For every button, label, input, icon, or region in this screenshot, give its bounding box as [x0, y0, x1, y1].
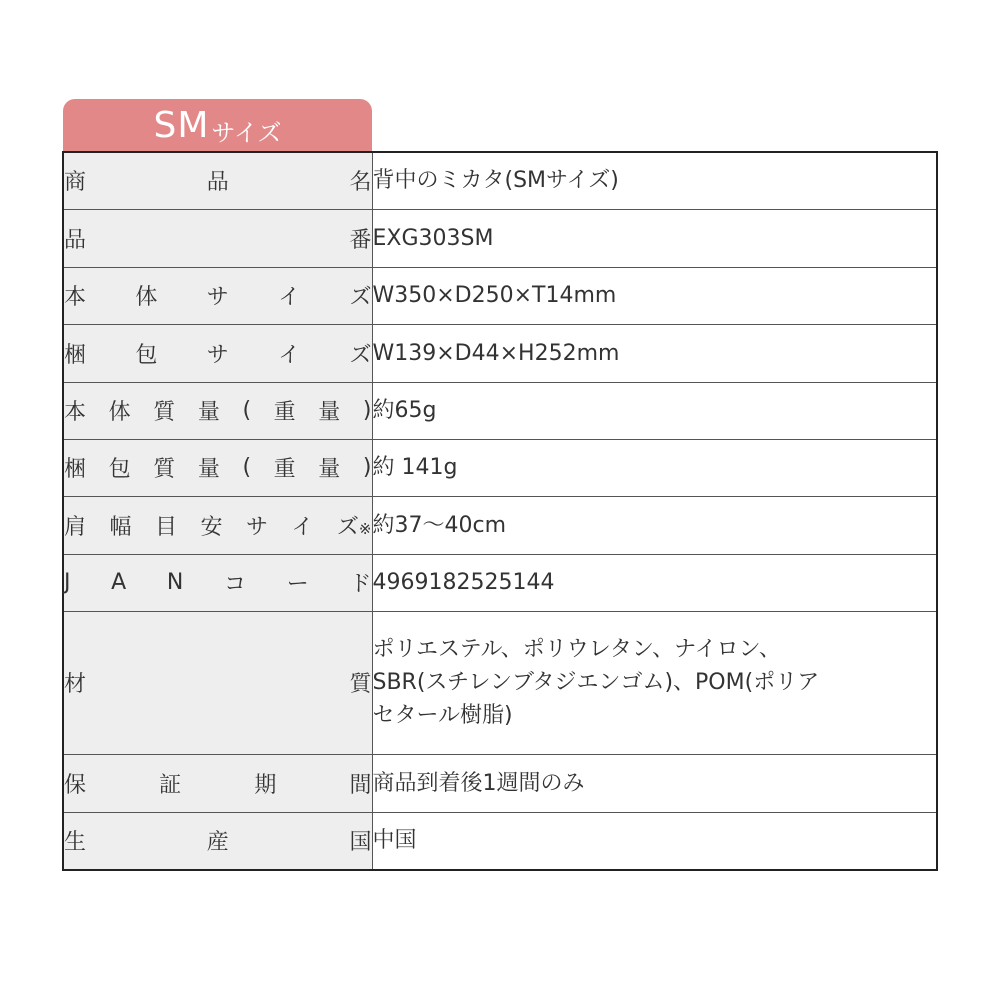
spec-label-cell — [63, 439, 372, 496]
spec-label-char: イ — [291, 514, 314, 540]
spec-label — [64, 667, 372, 698]
spec-label-char: 梱 — [64, 457, 87, 482]
spec-label-char: 保 — [64, 772, 87, 798]
spec-row — [63, 382, 937, 439]
spec-label-char: 名 — [349, 170, 372, 196]
spec-table-body — [63, 152, 937, 870]
spec-value: W139×D44×H252mm — [372, 340, 620, 366]
spec-value-cell — [372, 267, 937, 324]
spec-label-char: 期 — [254, 772, 277, 798]
spec-value-cell — [372, 754, 937, 812]
spec-label-char: 量 — [318, 400, 341, 425]
spec-label-char: 産 — [206, 830, 229, 856]
spec-label-char: サ — [245, 514, 268, 540]
tab-size-code: SM — [153, 105, 210, 146]
spec-label-cell — [63, 209, 372, 267]
spec-value: SBR(スチレンブタジエンゴム)、POM(ポリア — [372, 670, 820, 695]
spec-label-char: N — [166, 570, 184, 595]
spec-label-char: 幅 — [109, 514, 132, 540]
spec-value: 4969182525144 — [372, 570, 555, 595]
spec-row — [63, 754, 937, 812]
spec-value-cell — [372, 152, 937, 209]
spec-value: 背中のミカタ(SMサイズ) — [372, 168, 619, 194]
spec-label-char: 量 — [318, 457, 341, 482]
spec-label-char: 体 — [135, 285, 158, 310]
spec-row — [63, 209, 937, 267]
spec-row — [63, 812, 937, 870]
spec-label-char: ズ — [349, 285, 372, 310]
spec-label-char: 材 — [64, 672, 87, 697]
spec-label-cell — [63, 267, 372, 324]
spec-label-char: ) — [362, 398, 372, 423]
spec-label — [64, 280, 372, 311]
tab-size-suffix: サイズ — [211, 119, 282, 147]
spec-value-cell — [372, 382, 937, 439]
spec-label-char: 本 — [64, 400, 87, 425]
spec-label — [64, 338, 372, 369]
spec-label-char: 質 — [153, 457, 176, 482]
spec-row — [63, 267, 937, 324]
spec-label-char: 商 — [64, 170, 87, 196]
spec-label — [64, 768, 372, 799]
spec-label-char: ) — [362, 455, 372, 480]
spec-label-char: 番 — [349, 227, 372, 253]
spec-label-char: 品 — [206, 170, 229, 196]
spec-label-char: 質 — [349, 672, 372, 697]
spec-label — [64, 223, 372, 254]
spec-label-char: コ — [224, 572, 247, 597]
spec-value: W350×D250×T14mm — [372, 283, 617, 308]
spec-row — [63, 554, 937, 611]
spec-label-char: サ — [206, 342, 229, 368]
spec-label-char: 国 — [349, 830, 372, 856]
spec-row — [63, 496, 937, 554]
spec-label-cell — [63, 152, 372, 209]
spec-label-char: 本 — [64, 285, 87, 310]
spec-value-cell — [372, 496, 937, 554]
spec-label-char: 包 — [108, 457, 131, 482]
spec-label-char: A — [111, 570, 127, 595]
spec-value-cell — [372, 209, 937, 267]
spec-row — [63, 152, 937, 209]
spec-label-cell — [63, 812, 372, 870]
spec-label-char: 肩 — [64, 514, 87, 540]
spec-value: 商品到着後1週間のみ — [372, 770, 585, 796]
spec-label-char: ズ — [349, 342, 372, 368]
spec-label-char: ( — [242, 455, 252, 480]
spec-value: EXG303SM — [372, 225, 494, 251]
spec-label — [64, 395, 372, 426]
spec-value: セタール樹脂) — [372, 703, 513, 728]
spec-label-char: ド — [349, 572, 372, 597]
spec-label — [64, 825, 372, 856]
spec-row — [63, 439, 937, 496]
spec-label-cell — [63, 496, 372, 554]
spec-value-cell — [372, 439, 937, 496]
spec-value-cell — [372, 611, 937, 754]
spec-value-cell — [372, 554, 937, 611]
spec-row — [63, 324, 937, 382]
spec-label-char: 間 — [349, 772, 372, 798]
spec-value: ポリエステル、ポリウレタン、ナイロン、 — [372, 637, 781, 662]
spec-label-char-with-note — [337, 510, 372, 541]
spec-label-char: 体 — [108, 400, 131, 425]
spec-label-char: ー — [286, 572, 309, 597]
spec-label-cell — [63, 324, 372, 382]
spec-label — [64, 452, 372, 483]
spec-label-char: 重 — [273, 457, 296, 482]
spec-label-char: 目 — [154, 514, 177, 540]
spec-label-char: 量 — [197, 457, 220, 482]
spec-label-cell — [63, 554, 372, 611]
spec-label-char: ズ — [336, 514, 359, 540]
spec-label-note: ※ — [358, 519, 372, 538]
spec-value: 約65g — [372, 398, 437, 423]
spec-label-cell — [63, 611, 372, 754]
spec-label-char: 梱 — [64, 342, 87, 368]
spec-label-char: 量 — [197, 400, 220, 425]
spec-value: 約37～40cm — [372, 512, 507, 538]
size-tab — [63, 99, 372, 152]
spec-value: 中国 — [372, 828, 417, 854]
spec-label-char: 安 — [200, 514, 223, 540]
spec-label-char: ( — [242, 398, 252, 423]
spec-label — [64, 567, 372, 598]
spec-table — [62, 151, 938, 871]
spec-label-char: サ — [206, 285, 229, 310]
spec-label-char: 包 — [135, 342, 158, 368]
spec-label — [64, 510, 372, 541]
spec-label-char: イ — [278, 285, 301, 310]
spec-label-char: J — [64, 570, 71, 595]
spec-value: 約 141g — [372, 455, 458, 480]
spec-value-cell — [372, 812, 937, 870]
spec-label — [64, 165, 372, 196]
spec-label-char: 質 — [153, 400, 176, 425]
spec-label-cell — [63, 754, 372, 812]
spec-value-cell — [372, 324, 937, 382]
spec-label-cell — [63, 382, 372, 439]
spec-row — [63, 611, 937, 754]
spec-label-char: 重 — [273, 400, 296, 425]
spec-label-char: イ — [278, 342, 301, 368]
spec-label-char: 生 — [64, 830, 87, 856]
spec-label-char: 証 — [159, 772, 182, 798]
spec-label-char: 品 — [64, 227, 87, 253]
